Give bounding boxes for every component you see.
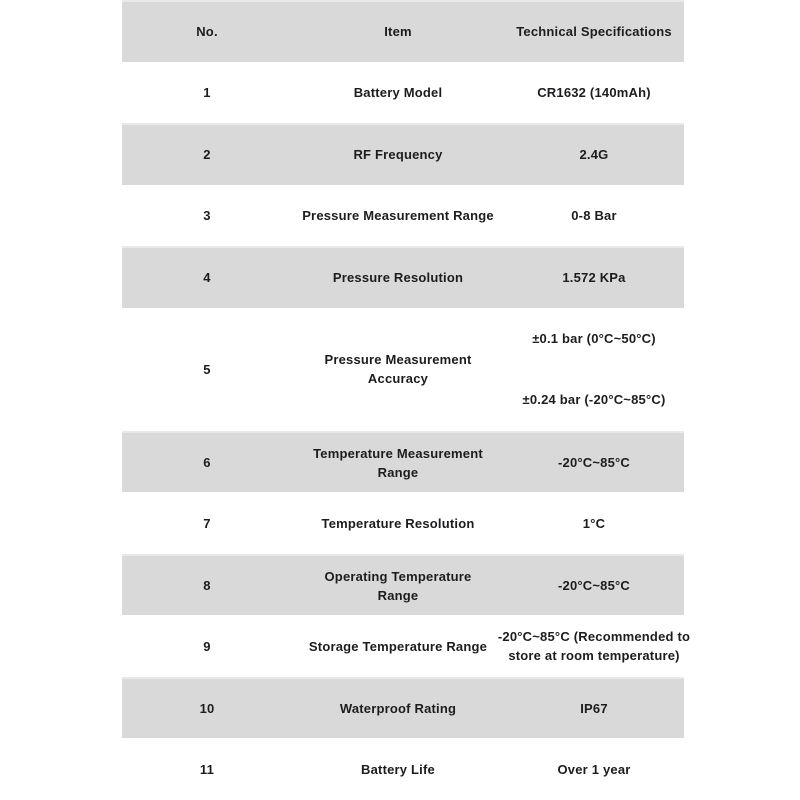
cell-spec — [497, 615, 691, 677]
spec-line: ±0.24 bar (-20°C~85°C) — [522, 392, 666, 408]
cell-item — [292, 738, 504, 800]
item-line: Pressure Resolution — [332, 270, 464, 286]
header-spec: Technical Specifications — [516, 24, 672, 40]
header-no: No. — [196, 24, 218, 40]
spec-line: 1°C — [582, 515, 606, 531]
cell-no: 3 — [203, 207, 211, 223]
spec-line: store at room temperature) — [508, 648, 680, 664]
item-line: Range — [377, 464, 419, 480]
cell-spec — [504, 125, 684, 185]
cell-spec — [504, 433, 684, 493]
table-row — [122, 492, 684, 554]
table-row — [122, 738, 684, 800]
cell-item — [292, 308, 504, 431]
spec-line: IP67 — [580, 701, 608, 717]
cell-item — [292, 556, 504, 616]
spec-group — [562, 268, 625, 287]
cell-item — [292, 125, 504, 185]
item-line: Temperature Measurement — [313, 445, 483, 461]
spec-line: Over 1 year — [557, 761, 631, 777]
cell-item — [292, 185, 504, 247]
item-line: RF Frequency — [353, 147, 443, 163]
cell-spec — [504, 308, 684, 431]
cell-spec — [504, 185, 684, 247]
table-row — [122, 62, 684, 124]
spec-line: -20°C~85°C (Recommended to — [497, 629, 691, 645]
cell-no: 10 — [199, 701, 215, 717]
item-line: Battery Model — [353, 84, 443, 100]
table-row — [122, 615, 691, 677]
spec-line: ±0.1 bar (0°C~50°C) — [532, 331, 656, 347]
spec-group — [583, 514, 605, 533]
spec-group — [580, 699, 608, 718]
table-row — [122, 677, 684, 739]
cell-item — [292, 62, 504, 124]
table-row — [122, 431, 684, 493]
cell-spec — [504, 679, 684, 739]
header-item: Item — [384, 24, 412, 40]
cell-spec — [504, 492, 684, 554]
spec-line: -20°C~85°C — [557, 578, 630, 594]
spec-group — [571, 206, 616, 225]
spec-group — [523, 390, 666, 409]
table-row — [122, 308, 684, 431]
spec-line: 1.572 KPa — [562, 270, 626, 286]
spec-table — [122, 0, 691, 800]
table-row — [122, 123, 684, 185]
spec-line: -20°C~85°C — [557, 455, 630, 470]
spec-group — [557, 760, 630, 779]
item-line: Pressure Measurement Range — [302, 207, 494, 223]
cell-item — [292, 248, 504, 308]
cell-no: 8 — [203, 578, 211, 594]
spec-line: 0-8 Bar — [571, 207, 617, 223]
cell-no: 4 — [203, 270, 211, 286]
spec-group — [498, 627, 690, 665]
spec-line: 2.4G — [579, 147, 609, 163]
cell-no: 2 — [203, 147, 211, 163]
cell-item — [292, 492, 504, 554]
spec-group — [537, 83, 651, 102]
spec-group — [532, 329, 656, 348]
table-row — [122, 246, 684, 308]
item-line: Pressure Measurement — [324, 352, 472, 368]
cell-no: 1 — [203, 84, 211, 100]
spec-group — [580, 145, 609, 164]
table-row — [122, 185, 684, 247]
cell-item — [292, 433, 504, 493]
table-body — [122, 62, 691, 800]
item-line: Temperature Resolution — [321, 515, 475, 531]
cell-spec — [504, 556, 684, 616]
cell-no: 6 — [203, 455, 211, 470]
cell-no: 11 — [199, 761, 215, 777]
item-line: Waterproof Rating — [339, 701, 457, 717]
spec-group — [558, 453, 630, 472]
cell-item — [292, 679, 504, 739]
spec-group — [558, 576, 630, 595]
cell-spec — [504, 248, 684, 308]
item-line: Battery Life — [361, 761, 435, 777]
item-line: Operating Temperature — [324, 568, 472, 584]
spec-line: CR1632 (140mAh) — [537, 84, 651, 100]
cell-spec — [504, 738, 684, 800]
item-line: Storage Temperature Range — [308, 638, 488, 654]
cell-no: 9 — [203, 638, 211, 654]
item-line: Accuracy — [367, 371, 429, 387]
cell-no: 7 — [203, 515, 211, 531]
cell-spec — [504, 62, 684, 124]
cell-item — [292, 615, 504, 677]
table-header — [122, 0, 684, 62]
cell-no: 5 — [203, 361, 211, 377]
table-row — [122, 554, 684, 616]
item-line: Range — [377, 587, 419, 603]
